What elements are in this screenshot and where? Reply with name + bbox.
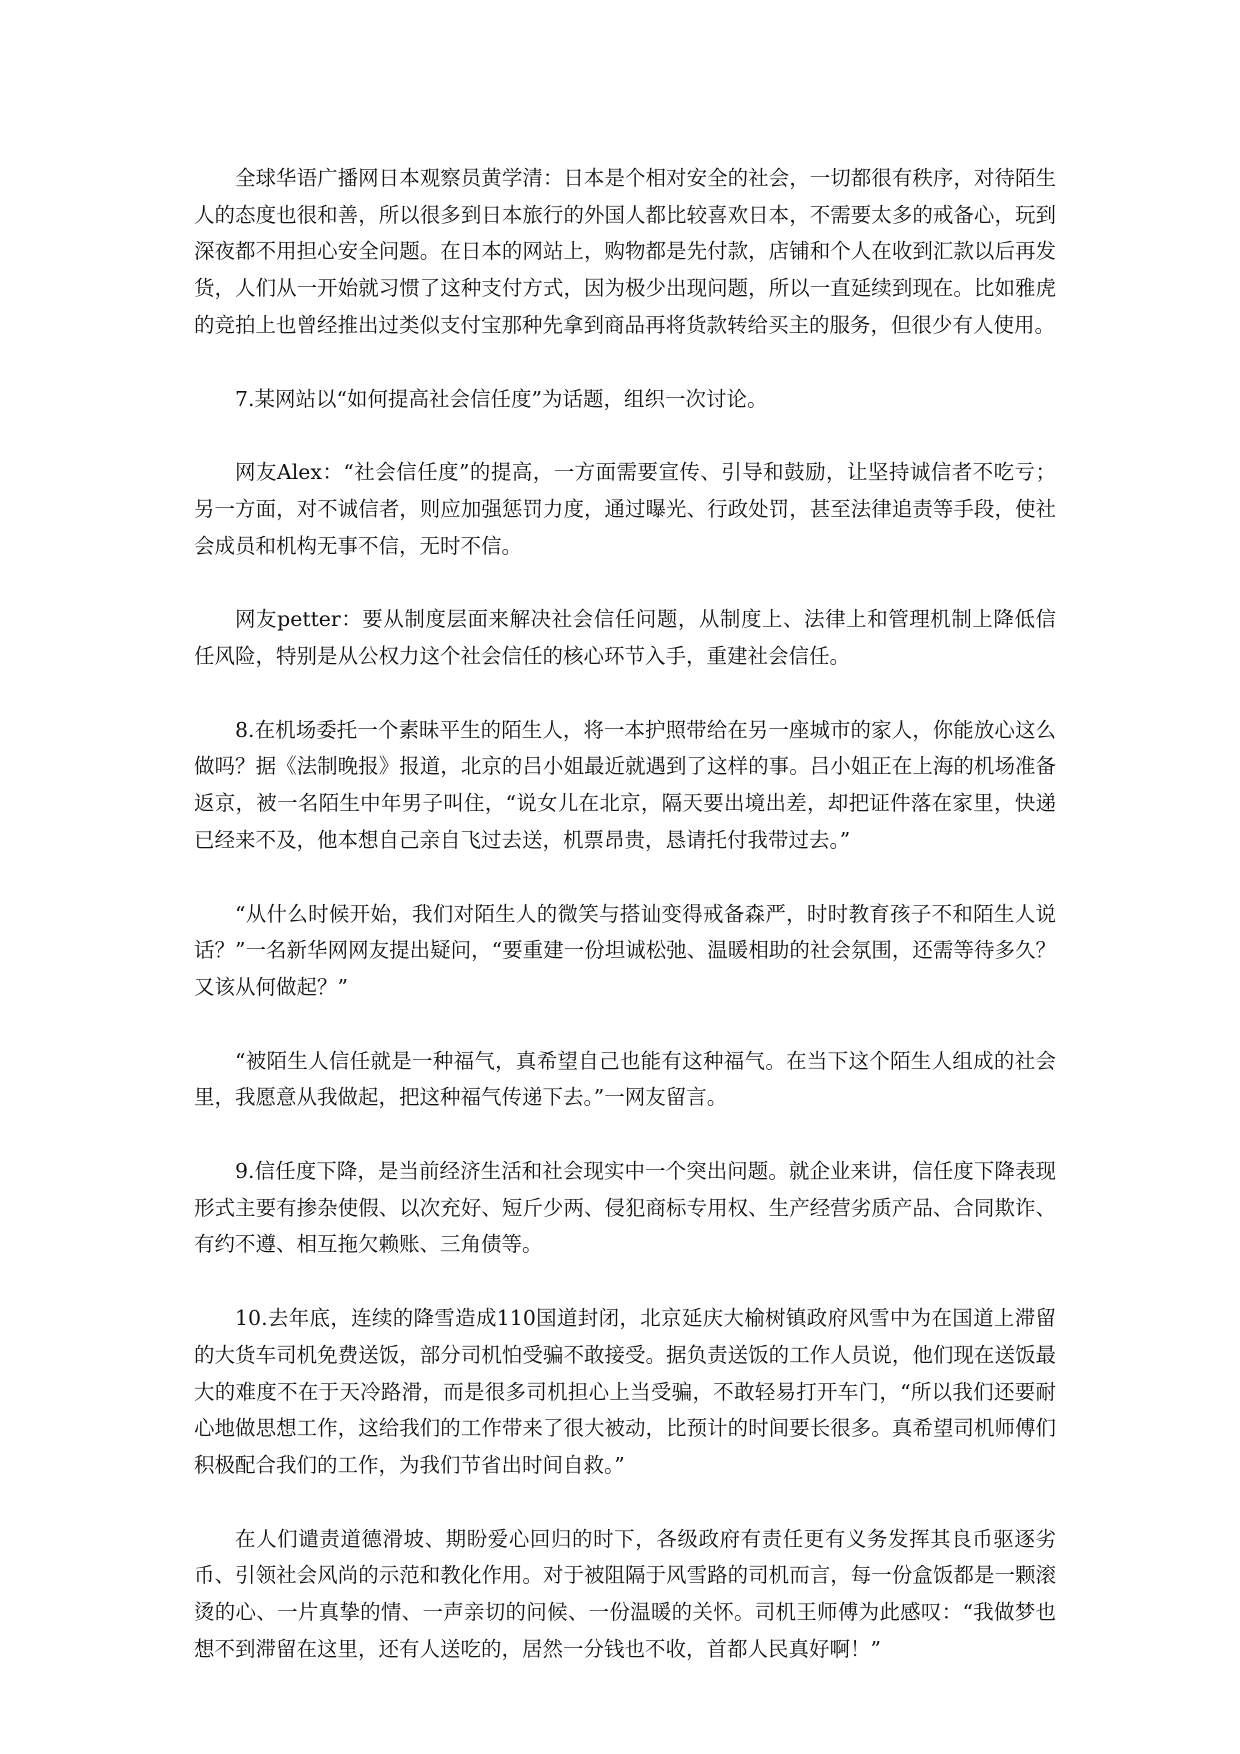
- document-body: [194, 160, 1056, 1705]
- paragraph-xinhua-netizen: “从什么时候开始，我们对陌生人的微笑与搭讪变得戒备森严，时时教育孩子不和陌生人说话？”一名新华网网友提出疑问，“要重建一份坦诚松弛、温暖相助的社会氛围，还需等待多久？又该从何做起？”: [194, 901, 1056, 999]
- paragraph-observer-comment: 全球华语广播网日本观察员黄学清：日本是个相对安全的社会，一切都很有秩序，对待陌生人的态度也很和善，所以很多到日本旅行的外国人都比较喜欢日本，不需要太多的戒备心，玩到深夜都不用担心安全问题。在日本的网站上，购物都是先付款，店铺和个人在收到汇款以后再发货，人们从一开始就习惯了这种支付方式，因为极少出现问题，所以一直延续到现在。比如雅虎的竞拍上也曾经推出过类似支付宝那种先拿到商品再将货款转给买主的服务，但很少有人使用。: [194, 166, 1056, 337]
- paragraph-item-8: 8.在机场委托一个素昧平生的陌生人，将一本护照带给在另一座城市的家人，你能放心这么做吗？据《法制晚报》报道，北京的吕小姐最近就遇到了这样的事。吕小姐正在上海的机场准备返京，被一名陌生中年男子叫住，“说女儿在北京，隔天要出境出差，却把证件落在家里，快递已经来不及，他本想自己亲自飞过去送，机票昂贵，恳请托付我带过去。”: [194, 717, 1056, 852]
- paragraph-item-10: 10.去年底，连续的降雪造成110国道封闭，北京延庆大榆树镇政府风雪中为在国道上滞留的大货车司机免费送饭，部分司机怕受骗不敢接受。据负责送饭的工作人员说，他们现在送饭最大的难度不在于天冷路滑，而是很多司机担心上当受骗，不敢轻易打开车门，“所以我们还要耐心地做思想工作，这给我们的工作带来了很大被动，比预计的时间要长很多。真希望司机师傅们积极配合我们的工作，为我们节省出时间自救。”: [194, 1306, 1056, 1477]
- paragraph-item-7: 7.某网站以“如何提高社会信任度”为话题，组织一次讨论。: [235, 386, 768, 411]
- paragraph-netizen-message: “被陌生人信任就是一种福气，真希望自己也能有这种福气。在当下这个陌生人组成的社会里，我愿意从我做起，把这种福气传递下去。”一网友留言。: [194, 1048, 1056, 1110]
- paragraph-item-9: 9.信任度下降，是当前经济生活和社会现实中一个突出问题。就企业来讲，信任度下降表现形式主要有掺杂使假、以次充好、短斤少两、侵犯商标专用权、生产经营劣质产品、合同欺诈、有约不遵、相互拖欠赖账、三角债等。: [194, 1159, 1056, 1257]
- paragraph-conclusion: 在人们谴责道德滑坡、期盼爱心回归的时下，各级政府有责任更有义务发挥其良币驱逐劣币、引领社会风尚的示范和教化作用。对于被阻隔于风雪路的司机而言，每一份盒饭都是一颗滚烫的心、一片真挚的情、一声亲切的问候、一份温暖的关怀。司机王师傅为此感叹：“我做梦也想不到滞留在这里，还有人送吃的，居然一分钱也不收，首都人民真好啊！”: [194, 1526, 1056, 1661]
- paragraph-alex-comment: 网友Alex：“社会信任度”的提高，一方面需要宣传、引导和鼓励，让坚持诚信者不吃亏；另一方面，对不诚信者，则应加强惩罚力度，通过曝光、行政处罚，甚至法律追责等手段，使社会成员和机构无事不信，无时不信。: [194, 460, 1056, 558]
- paragraph-petter-comment: 网友petter：要从制度层面来解决社会信任问题，从制度上、法律上和管理机制上降低信任风险，特别是从公权力这个社会信任的核心环节入手，重建社会信任。: [194, 607, 1056, 669]
